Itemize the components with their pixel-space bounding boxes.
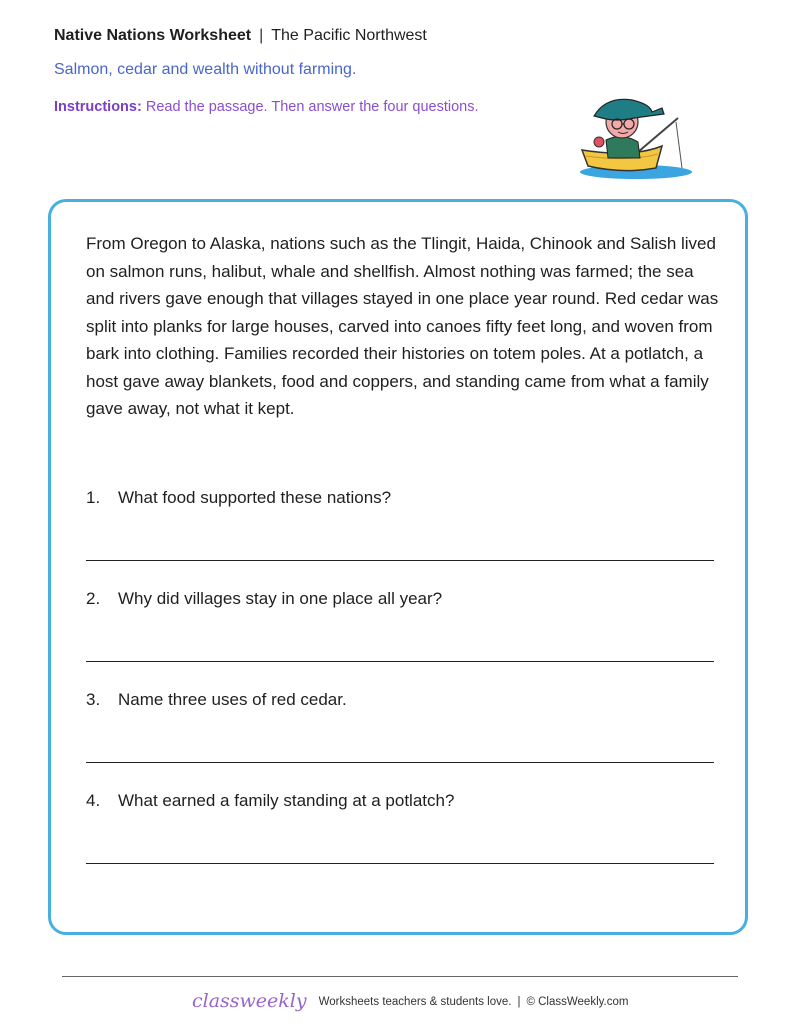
footer-separator: | xyxy=(517,996,521,1008)
answer-line-4[interactable] xyxy=(86,863,714,864)
instructions-text: Read the passage. Then answer the four questions. xyxy=(145,99,479,115)
question-number: 3. xyxy=(86,690,101,709)
brand-logo: classweekly xyxy=(192,990,307,1012)
answer-line-1[interactable] xyxy=(86,560,714,561)
fishing-kid-mascot-icon xyxy=(572,92,696,184)
footer-copyright: © ClassWeekly.com xyxy=(526,996,629,1008)
footer-tagline: Worksheets teachers & students love. xyxy=(318,996,512,1008)
footer xyxy=(192,990,628,1012)
instructions-label: Instructions: xyxy=(54,99,142,115)
worksheet-subtitle: Salmon, cedar and wealth without farming. xyxy=(54,61,357,78)
question-number: 1. xyxy=(86,488,101,507)
question-text: Name three uses of red cedar. xyxy=(118,690,347,709)
answer-line-2[interactable] xyxy=(86,661,714,662)
question-number: 4. xyxy=(86,791,101,810)
question-3 xyxy=(86,690,347,710)
worksheet-name: Native Nations Worksheet xyxy=(54,27,252,44)
question-4 xyxy=(86,791,454,811)
footer-divider xyxy=(62,976,738,977)
title-separator: | xyxy=(259,27,264,44)
passage-text: From Oregon to Alaska, nations such as the Tlingit, Haida, Chinook and Salish lived on salmon runs, halibut, whale and shellfish. Almost nothing was farmed; the sea and rivers gave enough that villages stayed in one place year round. Red cedar was split into planks for large houses, carved into canoes fifty feet long, and woven from bark into clothing. Families recorded their histories on totem poles. At a potlatch, a host gave away blankets, food and coppers, and standing came from what a family gave away, not what it kept. xyxy=(86,234,719,418)
instructions xyxy=(54,99,479,115)
worksheet-topic: The Pacific Northwest xyxy=(271,27,427,44)
question-number: 2. xyxy=(86,589,101,608)
question-1 xyxy=(86,488,391,508)
question-text: Why did villages stay in one place all year? xyxy=(118,589,443,608)
worksheet-title xyxy=(54,27,427,45)
question-text: What earned a family standing at a potlatch? xyxy=(118,791,455,810)
question-text: What food supported these nations? xyxy=(118,488,392,507)
question-2 xyxy=(86,589,442,609)
reading-passage xyxy=(86,230,726,423)
answer-line-3[interactable] xyxy=(86,762,714,763)
